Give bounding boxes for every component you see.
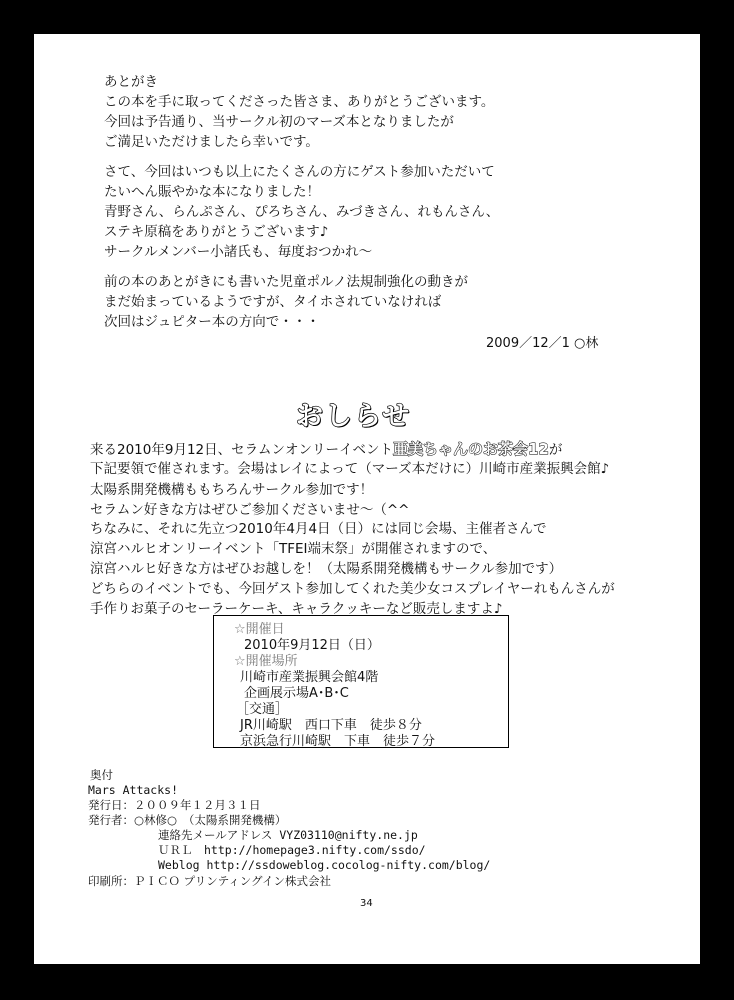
afterword-line: この本を手に取ってくださった皆さま、ありがとうございます。 <box>104 94 495 110</box>
afterword-line: 次回はジュピター本の方向で・・・ <box>104 314 320 330</box>
homepage-url: ＵＲＬ http://homepage3.nifty.com/ssdo/ <box>158 843 426 857</box>
venue-name: 川崎市産業振興会館4階 <box>240 670 379 685</box>
transport-jr: JR川崎駅 西口下車 徒歩８分 <box>240 718 422 733</box>
afterword-line: 前の本のあとがきにも書いた児童ポルノ法規制強化の動きが <box>104 274 468 290</box>
afterword-heading: あとがき <box>104 74 158 90</box>
afterword-line: まだ始まっているようですが、タイホされていなければ <box>104 294 442 310</box>
event-name: 亜美ちゃんのお茶会12 <box>393 440 549 458</box>
event-info-box <box>213 615 509 748</box>
book-title: Mars Attacks! <box>88 783 179 797</box>
afterword-line: 今回は予告通り、当サークル初のマーズ本となりましたが <box>104 114 454 130</box>
notice-line: 下記要領で催されます。会場はレイによって（マーズ本だけに）川崎市産業振興会館♪ <box>90 461 610 477</box>
transport-label: ［交通］ <box>236 702 289 717</box>
afterword-line: ご満足いただけましたら幸いです。 <box>104 134 319 150</box>
event-date: 2010年9月12日（日） <box>244 638 380 653</box>
afterword-line: さて、今回はいつも以上にたくさんの方にゲスト参加いただいて <box>104 164 495 180</box>
notice-line: 涼宮ハルヒ好きな方はぜひお越しを！（太陽系開発機構もサークル参加です） <box>90 561 563 577</box>
afterword-line: 青野さん、らんぷさん、ぴろちさん、みづきさん、れもんさん、 <box>104 204 500 220</box>
notice-line: 涼宮ハルヒオンリーイベント「TFEI端末祭」が開催されますので、 <box>90 541 497 557</box>
notice-line: 手作りお菓子のセーラーケーキ、キャラクッキーなど販売しますよ♪ <box>90 601 503 617</box>
weblog-url: Weblog http://ssdoweblog.cocolog-nifty.com/blog/ <box>158 858 491 872</box>
afterword-signature: 2009／12／1 ○林 <box>486 336 599 351</box>
afterword-line: たいへん賑やかな本になりました！ <box>104 184 320 200</box>
notice-line: セラムン好きな方はぜひご参加くださいませ～（^^ <box>90 502 410 518</box>
notice-line1-prefix: 来る2010年9月12日、セラムンオンリーイベント <box>90 442 393 458</box>
manga-page <box>34 34 700 964</box>
afterword-line: ステキ原稿をありがとうございます♪ <box>104 224 329 240</box>
issue-date: 発行日：２００９年１２月３１日 <box>88 798 261 812</box>
contact-email: 連絡先メールアドレス VYZ03110@nifty.ne.jp <box>158 828 418 842</box>
date-label: ☆開催日 <box>234 622 285 637</box>
transport-keikyu: 京浜急行川崎駅 下車 徒歩７分 <box>240 734 436 749</box>
colophon-heading: 奥付 <box>90 768 113 782</box>
afterword-line: サークルメンバー小諸氏も、毎度おつかれ～ <box>104 244 373 260</box>
notice-line: どちらのイベントでも、今回ゲスト参加してくれた美少女コスプレイヤーれもんさんが <box>90 581 615 597</box>
page-number: 34 <box>360 898 373 909</box>
notice-title: おしらせ <box>296 401 412 432</box>
notice-line: ちなみに、それに先立つ2010年4月4日（日）には同じ会場、主催者さんで <box>90 521 547 537</box>
venue-room: 企画展示場A･B･C <box>244 686 349 701</box>
printer: 印刷所：ＰＩＣＯ プリンティングイン株式会社 <box>88 874 331 888</box>
notice-line1-suffix: が <box>548 442 563 458</box>
notice-line <box>90 440 562 459</box>
venue-label: ☆開催場所 <box>234 654 298 669</box>
publisher: 発行者：○林修○ （太陽系開発機構） <box>88 813 287 827</box>
notice-line: 太陽系開発機構ももちろんサークル参加です！ <box>90 482 374 498</box>
